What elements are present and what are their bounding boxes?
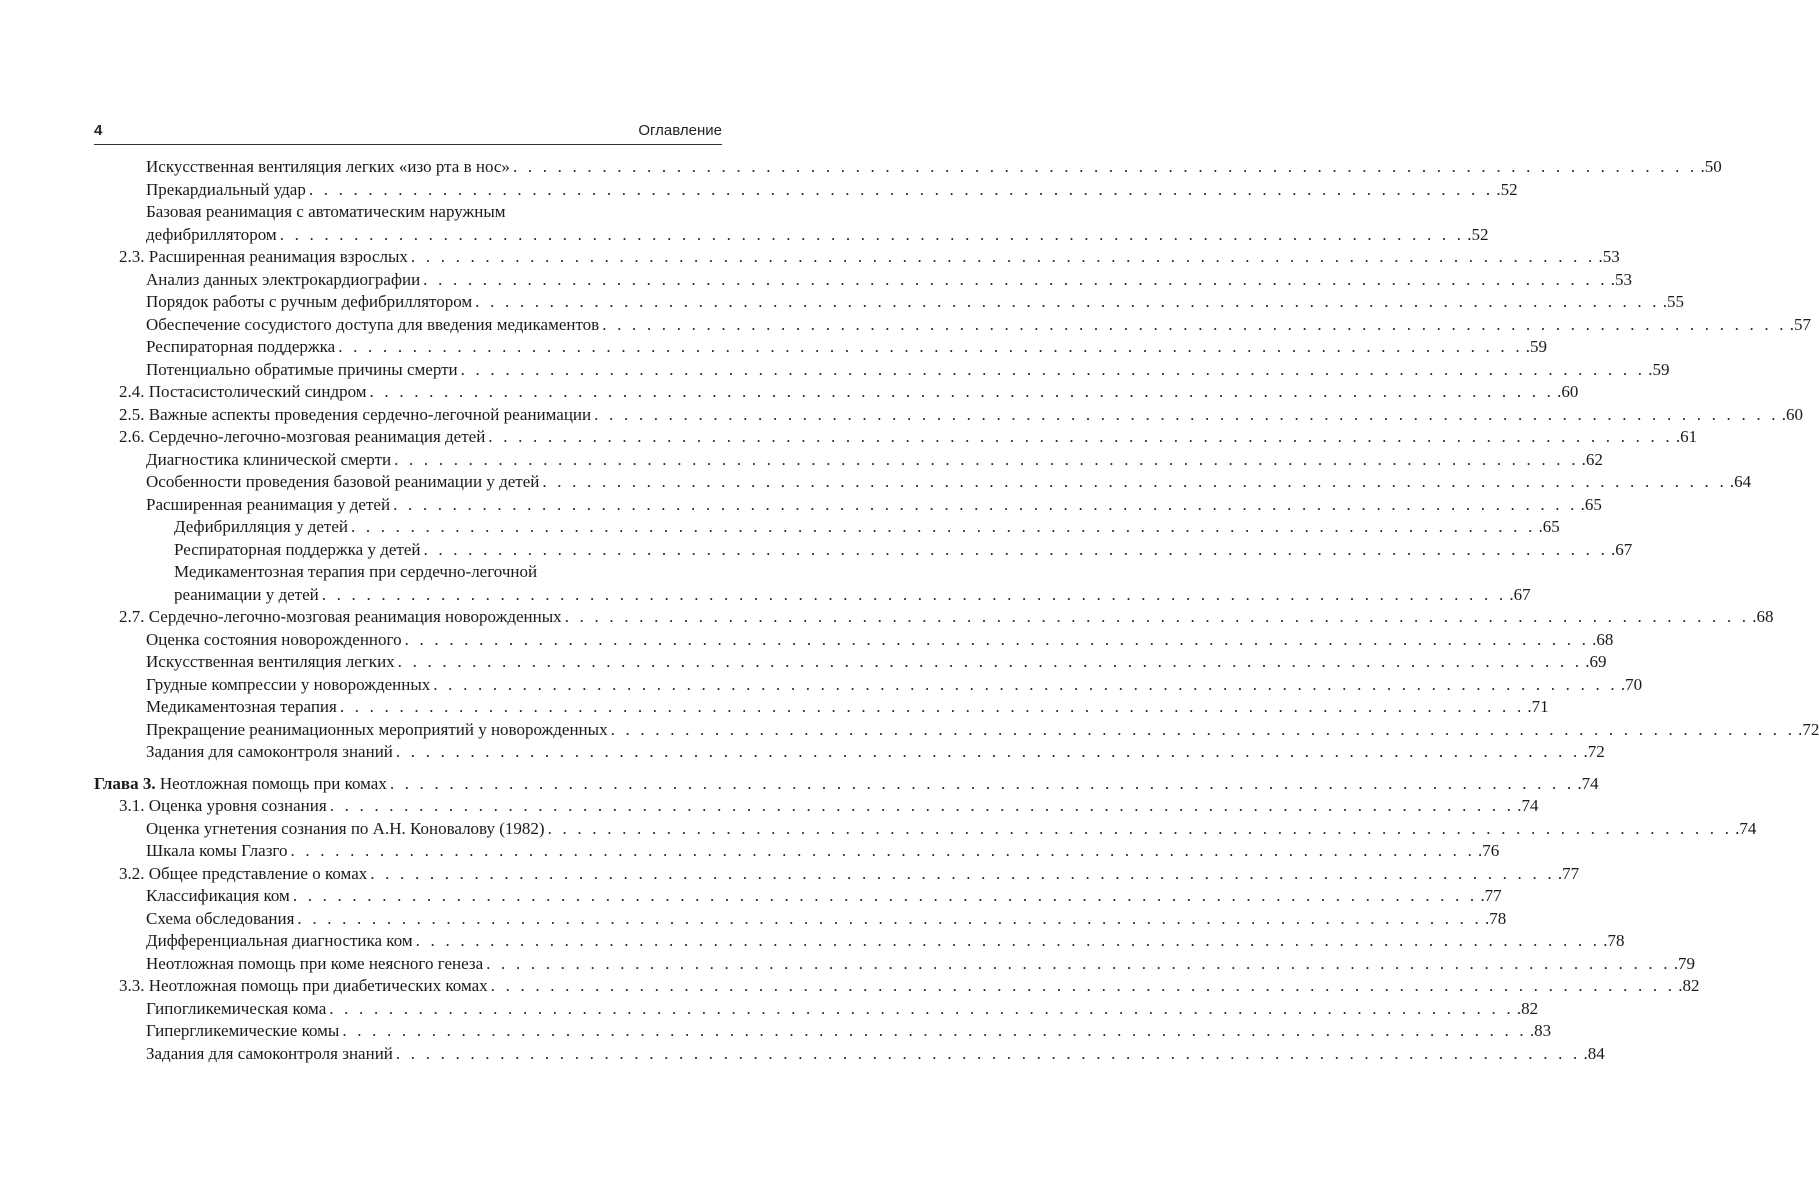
toc-entry[interactable] (94, 741, 1605, 764)
toc-entry[interactable] (94, 516, 1560, 539)
page-number: 4 (94, 122, 103, 139)
toc-entry-title: Медикаментозная терапия (146, 697, 337, 716)
toc-page-number: .84 (1583, 1043, 1605, 1063)
toc-entry-title: Потенциально обратимые причины смерти (146, 359, 458, 379)
toc-page-number: .82 (1678, 976, 1700, 995)
table-of-contents (94, 156, 1819, 1065)
toc-entry[interactable] (94, 953, 1695, 976)
toc-leader-dots: . . . . . . . . . . . . . . . . . . . . . . . . . . . . . . . . . . . . . . . . . . . . . . . . . . . . . . . . . . . . . . . . . . . . . . . . . . . . . . . . (475, 292, 1660, 311)
toc-page-number: .53 (1610, 269, 1632, 289)
chapter-label: Глава 3. (94, 773, 156, 793)
toc-page-number: .57 (1789, 314, 1812, 334)
toc-entry-title: 3.2. Общее представление о комах (119, 863, 368, 883)
toc-page-number: .77 (1480, 886, 1502, 905)
toc-entry-title: реанимации у детей (174, 584, 319, 604)
toc-entry-title: Респираторная поддержка у детей (174, 539, 421, 559)
toc-entry-title: Шкала комы Глазго (146, 841, 288, 860)
toc-entry[interactable] (94, 696, 1549, 719)
toc-page-number: .68 (1592, 629, 1614, 649)
toc-page-number: .59 (1648, 359, 1670, 379)
toc-page-number: .65 (1580, 494, 1602, 514)
toc-page-number: .78 (1603, 931, 1625, 950)
toc-entry[interactable] (94, 674, 1643, 697)
toc-page-number: .53 (1598, 247, 1620, 266)
toc-page-number: .62 (1581, 449, 1603, 469)
toc-entry-title: Грудные компрессии у новорожденных (146, 674, 431, 694)
toc-leader-dots: . . . . . . . . . . . . . . . . . . . . . . . . . . . . . . . . . . . . . . . . . . . . . . . . . . . . . . . . . . . . . . . . . . . . . . . . . . . . . . . . (369, 382, 1555, 401)
toc-entry-title: Обеспечение сосудистого доступа для введения медикаментов (146, 314, 600, 334)
toc-entry[interactable] (94, 863, 1580, 886)
toc-leader-dots: . . . . . . . . . . . . . . . . . . . . . . . . . . . . . . . . . . . . . . . . . . . . . . . . . . . . . . . . . . . . . . . . . . . . . . . . . . . . . . . . (610, 719, 1796, 739)
toc-entry[interactable] (94, 426, 1698, 449)
toc-entry[interactable] (94, 840, 1500, 863)
toc-leader-dots: . . . . . . . . . . . . . . . . . . . . . . . . . . . . . . . . . . . . . . . . . . . . . . . . . . . . . . . . . . . . . . . . . . . . . . . . . . . . . . . . (547, 818, 1733, 838)
toc-entry-title: Базовая реанимация с автоматическим наружным (146, 202, 506, 221)
toc-entry[interactable] (94, 885, 1502, 908)
toc-leader-dots: . . . . . . . . . . . . . . . . . . . . . . . . . . . . . . . . . . . . . . . . . . . . . . . . . . . . . . . . . . . . . . . . . . . . . . . . . . . . . . . . (389, 773, 1575, 793)
toc-leader-dots: . . . . . . . . . . . . . . . . . . . . . . . . . . . . . . . . . . . . . . . . . . . . . . . . . . . . . . . . . . . . . . . . . . . . . . . . . . . . . . . . (342, 1021, 1527, 1040)
toc-leader-dots: . . . . . . . . . . . . . . . . . . . . . . . . . . . . . . . . . . . . . . . . . . . . . . . . . . . . . . . . . . . . . . . . . . . . . . . . . . . . . . . . (290, 841, 1476, 860)
toc-entry[interactable] (94, 246, 1620, 269)
toc-entry-title: 2.5. Важные аспекты проведения сердечно-легочной реанимации (119, 404, 592, 424)
toc-page-number: .72 (1798, 719, 1819, 739)
toc-entry-title: Анализ данных электрокардиографии (146, 269, 421, 289)
toc-entry-title: Дифференциальная диагностика ком (146, 931, 413, 950)
toc-entry[interactable] (94, 930, 1625, 953)
toc-entry[interactable] (94, 998, 1539, 1021)
toc-leader-dots: . . . . . . . . . . . . . . . . . . . . . . . . . . . . . . . . . . . . . . . . . . . . . . . . . . . . . . . . . . . . . . . . . . . . . . . . . . . . . . . . (321, 584, 1507, 604)
toc-entry-title: Особенности проведения базовой реанимации у детей (146, 472, 540, 491)
toc-entry[interactable] (94, 818, 1757, 841)
toc-entry[interactable] (94, 606, 1774, 629)
toc-entry[interactable] (94, 314, 1812, 337)
toc-leader-dots: . . . . . . . . . . . . . . . . . . . . . . . . . . . . . . . . . . . . . . . . . . . . . . . . . . . . . . . . . . . . . . . . . . . . . . . . . . . . . . . . (488, 427, 1673, 446)
toc-entry-title: Задания для самоконтроля знаний (146, 1043, 393, 1063)
toc-entry[interactable] (94, 201, 1489, 246)
toc-entry-title: дефибриллятором (146, 224, 277, 244)
toc-entry-title: Оценка состояния новорожденного (146, 629, 402, 649)
toc-entry[interactable] (94, 629, 1614, 652)
toc-page-number: .82 (1516, 998, 1539, 1018)
toc-page-number: .70 (1620, 674, 1643, 694)
toc-chapter-title (94, 773, 387, 796)
toc-page-number: .69 (1585, 652, 1607, 671)
toc-page-number: .83 (1529, 1021, 1552, 1040)
toc-entry-title: Искусственная вентиляция легких «изо рта в нос» (146, 157, 510, 176)
toc-leader-dots: . . . . . . . . . . . . . . . . . . . . . . . . . . . . . . . . . . . . . . . . . . . . . . . . . . . . . . . . . . . . . . . . . . . . . . . . . . . . . . . . (395, 1043, 1581, 1063)
toc-entry[interactable] (94, 651, 1607, 674)
toc-entry[interactable] (94, 269, 1632, 292)
toc-page-number: .59 (1525, 337, 1548, 356)
toc-page-number: .52 (1496, 179, 1518, 199)
toc-entry-title: 2.3. Расширенная реанимация взрослых (119, 247, 408, 266)
toc-page-number: .55 (1662, 292, 1684, 311)
toc-entry-title: Прекращение реанимационных мероприятий у новорожденных (146, 719, 608, 739)
toc-entry[interactable] (94, 719, 1819, 742)
toc-entry-title: Классификация ком (146, 886, 290, 905)
toc-leader-dots: . . . . . . . . . . . . . . . . . . . . . . . . . . . . . . . . . . . . . . . . . . . . . . . . . . . . . . . . . . . . . . . . . . . . . . . . . . . . . . . . (397, 652, 1583, 671)
toc-page-number: .67 (1611, 539, 1633, 559)
toc-page-number: .74 (1517, 796, 1539, 815)
toc-leader-dots: . . . . . . . . . . . . . . . . . . . . . . . . . . . . . . . . . . . . . . . . . . . . . . . . . . . . . . . . . . . . . . . . . . . . . . . . . . . . . . . . (329, 796, 1515, 815)
toc-leader-dots: . . . . . . . . . . . . . . . . . . . . . . . . . . . . . . . . . . . . . . . . . . . . . . . . . . . . . . . . . . . . . . . . . . . . . . . . . . . . . . . . (279, 224, 1465, 244)
toc-entry[interactable] (94, 449, 1603, 472)
toc-page-number: .60 (1781, 404, 1803, 424)
toc-leader-dots: . . . . . . . . . . . . . . . . . . . . . . . . . . . . . . . . . . . . . . . . . . . . . . . . . . . . . . . . . . . . . . . . . . . . . . . . . . . . . . . . (602, 314, 1787, 334)
toc-entry-title: Гипергликемические комы (146, 1021, 340, 1040)
toc-page-number: .71 (1527, 697, 1549, 716)
toc-page-number: .61 (1675, 427, 1698, 446)
toc-entry-title: Диагностика клинической смерти (146, 449, 392, 469)
toc-entry-title: Расширенная реанимация у детей (146, 494, 391, 514)
toc-leader-dots: . . . . . . . . . . . . . . . . . . . . . . . . . . . . . . . . . . . . . . . . . . . . . . . . . . . . . . . . . . . . . . . . . . . . . . . . . . . . . . . . (433, 674, 1618, 694)
toc-page-number: .74 (1577, 773, 1599, 793)
page-header (94, 120, 722, 145)
toc-entry[interactable] (94, 494, 1602, 517)
toc-entry-title: Медикаментозная терапия при сердечно-легочной (174, 562, 538, 581)
toc-entry-title: Порядок работы с ручным дефибриллятором (146, 292, 473, 311)
toc-entry-continuation (174, 584, 1531, 607)
toc-page-number: .74 (1735, 818, 1757, 838)
toc-entry[interactable] (94, 539, 1633, 562)
toc-page-number: .78 (1484, 908, 1507, 928)
toc-leader-dots: . . . . . . . . . . . . . . . . . . . . . . . . . . . . . . . . . . . . . . . . . . . . . . . . . . . . . . . . . . . . . . . . . . . . . . . . . . . . . . . . (329, 998, 1514, 1018)
toc-leader-dots: . . . . . . . . . . . . . . . . . . . . . . . . . . . . . . . . . . . . . . . . . . . . . . . . . . . . . . . . . . . . . . . . . . . . . . . . . . . . . . . . (404, 629, 1590, 649)
toc-leader-dots: . . . . . . . . . . . . . . . . . . . . . . . . . . . . . . . . . . . . . . . . . . . . . . . . . . . . . . . . . . . . . . . . . . . . . . . . . . . . . . . . (339, 697, 1525, 716)
toc-page-number: .79 (1673, 953, 1695, 973)
toc-entry-title: 3.1. Оценка уровня сознания (119, 796, 327, 815)
toc-entry[interactable] (94, 471, 1752, 494)
toc-leader-dots: . . . . . . . . . . . . . . . . . . . . . . . . . . . . . . . . . . . . . . . . . . . . . . . . . . . . . . . . . . . . . . . . . . . . . . . . . . . . . . . . (394, 449, 1579, 469)
toc-entry[interactable] (94, 561, 1531, 606)
toc-page-number: .68 (1752, 607, 1774, 626)
toc-leader-dots: . . . . . . . . . . . . . . . . . . . . . . . . . . . . . . . . . . . . . . . . . . . . . . . . . . . . . . . . . . . . . . . . . . . . . . . . . . . . . . . . (423, 269, 1608, 289)
toc-entry-title: 2.7. Сердечно-легочно-мозговая реанимация новорожденных (119, 607, 562, 626)
toc-page-number: .72 (1583, 742, 1605, 761)
toc-page-number: .77 (1557, 863, 1580, 883)
toc-entry[interactable] (94, 156, 1722, 179)
toc-entry-title: Респираторная поддержка (146, 337, 336, 356)
toc-page-number: .52 (1467, 224, 1489, 244)
toc-entry[interactable] (94, 975, 1700, 998)
toc-leader-dots: . . . . . . . . . . . . . . . . . . . . . . . . . . . . . . . . . . . . . . . . . . . . . . . . . . . . . . . . . . . . . . . . . . . . . . . . . . . . . . . . (564, 607, 1750, 626)
toc-leader-dots: . . . . . . . . . . . . . . . . . . . . . . . . . . . . . . . . . . . . . . . . . . . . . . . . . . . . . . . . . . . . . . . . . . . . . . . . . . . . . . . . (460, 359, 1646, 379)
toc-entry[interactable] (94, 381, 1579, 404)
toc-page-number: .60 (1557, 382, 1579, 401)
toc-entry[interactable] (94, 908, 1507, 931)
toc-entry[interactable] (94, 404, 1803, 427)
toc-entry[interactable] (94, 795, 1539, 818)
toc-entry-title: Схема обследования (146, 908, 295, 928)
toc-page-number: .50 (1700, 157, 1722, 176)
toc-page-number: .64 (1729, 472, 1752, 491)
toc-entry-title: Гипогликемическая кома (146, 998, 327, 1018)
toc-leader-dots: . . . . . . . . . . . . . . . . . . . . . . . . . . . . . . . . . . . . . . . . . . . . . . . . . . . . . . . . . . . . . . . . . . . . . . . . . . . . . . . . (297, 908, 1482, 928)
toc-leader-dots: . . . . . . . . . . . . . . . . . . . . . . . . . . . . . . . . . . . . . . . . . . . . . . . . . . . . . . . . . . . . . . . . . . . . . . . . . . . . . . . . (486, 953, 1671, 973)
toc-entry[interactable] (94, 1020, 1552, 1043)
toc-leader-dots: . . . . . . . . . . . . . . . . . . . . . . . . . . . . . . . . . . . . . . . . . . . . . . . . . . . . . . . . . . . . . . . . . . . . . . . . . . . . . . . . (338, 337, 1523, 356)
toc-leader-dots: . . . . . . . . . . . . . . . . . . . . . . . . . . . . . . . . . . . . . . . . . . . . . . . . . . . . . . . . . . . . . . . . . . . . . . . . . . . . . . . . (423, 539, 1609, 559)
toc-entry-title: 2.4. Постасистолический синдром (119, 382, 367, 401)
toc-leader-dots: . . . . . . . . . . . . . . . . . . . . . . . . . . . . . . . . . . . . . . . . . . . . . . . . . . . . . . . . . . . . . . . . . . . . . . . . . . . . . . . . (370, 863, 1555, 883)
toc-entry[interactable] (94, 336, 1548, 359)
toc-leader-dots: . . . . . . . . . . . . . . . . . . . . . . . . . . . . . . . . . . . . . . . . . . . . . . . . . . . . . . . . . . . . . . . . . . . . . . . . . . . . . . . . (410, 247, 1596, 266)
toc-leader-dots: . . . . . . . . . . . . . . . . . . . . . . . . . . . . . . . . . . . . . . . . . . . . . . . . . . . . . . . . . . . . . . . . . . . . . . . . . . . . . . . . (292, 886, 1478, 905)
toc-chapter-entry[interactable] (94, 773, 1599, 796)
toc-entry[interactable] (94, 359, 1670, 382)
toc-entry-title: 3.3. Неотложная помощь при диабетических комах (119, 976, 488, 995)
toc-entry-title: Дефибрилляция у детей (174, 517, 348, 536)
toc-entry[interactable] (94, 291, 1684, 314)
toc-entry-title: Задания для самоконтроля знаний (146, 742, 393, 761)
running-title: Оглавление (638, 122, 722, 139)
chapter-title-text: Неотложная помощь при комах (159, 773, 387, 793)
toc-entry-title: Прекардиальный удар (146, 179, 306, 199)
toc-page-number: .67 (1509, 584, 1531, 604)
toc-leader-dots: . . . . . . . . . . . . . . . . . . . . . . . . . . . . . . . . . . . . . . . . . . . . . . . . . . . . . . . . . . . . . . . . . . . . . . . . . . . . . . . . (415, 931, 1601, 950)
toc-entry-title: Неотложная помощь при коме неясного генеза (146, 953, 484, 973)
toc-leader-dots: . . . . . . . . . . . . . . . . . . . . . . . . . . . . . . . . . . . . . . . . . . . . . . . . . . . . . . . . . . . . . . . . . . . . . . . . . . . . . . . . (393, 494, 1578, 514)
toc-leader-dots: . . . . . . . . . . . . . . . . . . . . . . . . . . . . . . . . . . . . . . . . . . . . . . . . . . . . . . . . . . . . . . . . . . . . . . . . . . . . . . . . (542, 472, 1727, 491)
toc-entry-title: Искусственная вентиляция легких (146, 652, 395, 671)
toc-entry-continuation (146, 224, 1489, 247)
toc-entry[interactable] (94, 1043, 1605, 1066)
toc-entry-title: 2.6. Сердечно-легочно-мозговая реанимация детей (119, 427, 486, 446)
toc-page-number: .65 (1538, 517, 1560, 536)
toc-leader-dots: . . . . . . . . . . . . . . . . . . . . . . . . . . . . . . . . . . . . . . . . . . . . . . . . . . . . . . . . . . . . . . . . . . . . . . . . . . . . . . . . (490, 976, 1676, 995)
toc-entry[interactable] (94, 179, 1518, 202)
toc-leader-dots: . . . . . . . . . . . . . . . . . . . . . . . . . . . . . . . . . . . . . . . . . . . . . . . . . . . . . . . . . . . . . . . . . . . . . . . . . . . . . . . . (594, 404, 1779, 424)
toc-leader-dots: . . . . . . . . . . . . . . . . . . . . . . . . . . . . . . . . . . . . . . . . . . . . . . . . . . . . . . . . . . . . . . . . . . . . . . . . . . . . . . . . (512, 157, 1698, 176)
toc-leader-dots: . . . . . . . . . . . . . . . . . . . . . . . . . . . . . . . . . . . . . . . . . . . . . . . . . . . . . . . . . . . . . . . . . . . . . . . . . . . . . . . . (350, 517, 1536, 536)
toc-page-number: .76 (1478, 841, 1500, 860)
toc-leader-dots: . . . . . . . . . . . . . . . . . . . . . . . . . . . . . . . . . . . . . . . . . . . . . . . . . . . . . . . . . . . . . . . . . . . . . . . . . . . . . . . . (395, 742, 1581, 761)
toc-entry-title: Оценка угнетения сознания по А.Н. Коновалову (1982) (146, 818, 545, 838)
toc-leader-dots: . . . . . . . . . . . . . . . . . . . . . . . . . . . . . . . . . . . . . . . . . . . . . . . . . . . . . . . . . . . . . . . . . . . . . . . . . . . . . . . . (308, 179, 1494, 199)
